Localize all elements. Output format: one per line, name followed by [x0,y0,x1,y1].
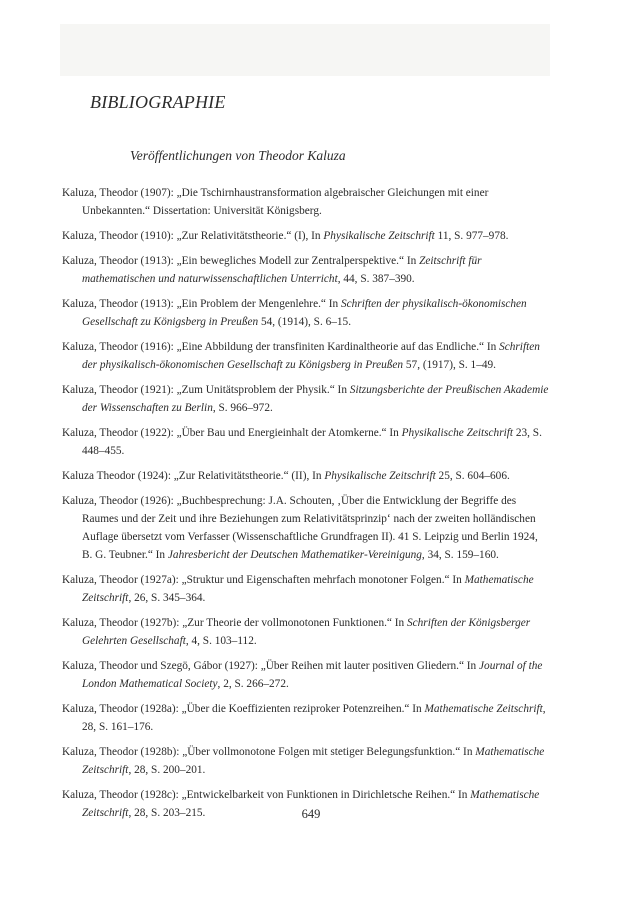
entry-details: 54, (1914), S. 6–15. [258,316,352,328]
entry-text: Kaluza, Theodor (1928b): „Über vollmonotone Folgen mit stetiger Belegungsfunktion.“ In [62,746,476,758]
entry-text: Kaluza, Theodor (1922): „Über Bau und Energieinhalt der Atomkerne.“ In [62,427,402,439]
bibliography-entry [62,614,550,650]
entry-details: , 28, S. 203–215. [128,807,206,819]
entry-source: Jahresbericht der Deutschen Mathematiker-Vereinigung [167,549,422,561]
entry-text: Kaluza, Theodor (1927a): „Struktur und Eigenschaften mehrfach monotoner Folgen.“ In [62,574,465,586]
entry-text: Kaluza, Theodor (1913): „Ein bewegliches Modell zur Zentralperspektive.“ In [62,255,420,267]
bibliography-entry [62,184,550,220]
page-number: 649 [301,807,321,821]
entry-source: Zeitschrift für mathematischen und naturwissenschaftlichen Unterricht [82,255,482,285]
section-subheading: Veröffentlichungen von Theodor Kaluza [130,148,346,163]
entry-details: , 34, S. 159–160. [421,549,499,561]
entry-details: 57, (1917), S. 1–49. [403,359,496,371]
entry-source: Sitzungsberichte der Preußischen Akademie der Wissenschaften zu Berlin [82,384,549,414]
entry-text: Kaluza, Theodor (1916): „Eine Abbildung der transfiniten Kardinaltheorie auf das Endliche.“ In [62,341,500,353]
entry-source: Journal of the London Mathematical Society [82,660,543,690]
entry-details: , S. 966–972. [212,402,273,414]
entry-text: Kaluza, Theodor (1928a): „Über die Koeffizienten reziproker Potenzreihen.“ In [62,703,425,715]
entry-source: Schriften der physikalisch-ökonomischen Gesellschaft zu Königsberg in Preußen [82,341,540,371]
bibliography-entry [62,743,550,779]
bibliography-entry [62,295,550,331]
entry-source: Mathematische Zeitschrift [82,746,545,776]
entry-text: Kaluza Theodor (1924): „Zur Relativitätstheorie.“ (II), In [62,470,325,482]
entry-text: Kaluza, Theodor (1910): „Zur Relativitätstheorie.“ (I), In [62,230,324,242]
entry-text: Kaluza, Theodor (1928c): „Entwickelbarkeit von Funktionen in Dirichletsche Reihen.“ In [62,789,471,801]
entry-details: 25, S. 604–606. [435,470,510,482]
bibliography-entry [62,657,550,693]
entry-source: Mathematische Zeitschrift [82,789,540,819]
bibliography-entry [62,424,550,460]
entry-details: , 2, S. 266–272. [217,678,289,690]
entry-source: Mathematische Zeitschrift [424,703,543,715]
bibliography-entry [62,227,550,245]
entry-details: 11, S. 977–978. [434,230,509,242]
entry-text: Kaluza, Theodor und Szegö, Gábor (1927): „Über Reihen mit lauter positiven Gliedern.“ In [62,660,480,672]
entry-text: Kaluza, Theodor (1926): „Buchbesprechung: J.A. Schouten, ‚Über die Entwicklung der Begriffe des Raumes und der Zeit und ihre Beziehungen zum Relativitätsprinzip‘ nach der zweiten holländischen Auflage übersetzt vom Verfasser (Wissenschaftliche Grundfragen II). 41 S. Leipzig und Berlin 1924, B. G. Teubner.“ In [62,495,538,561]
entry-details: , 26, S. 345–364. [128,592,206,604]
section-heading: BIBLIOGRAPHIE [90,92,226,112]
entry-source: Mathematische Zeitschrift [82,574,534,604]
bibliography-entry [62,571,550,607]
entry-details: , 28, S. 200–201. [128,764,206,776]
entry-details: , 44, S. 387–390. [337,273,415,285]
entry-text: Kaluza, Theodor (1913): „Ein Problem der Mengenlehre.“ In [62,298,341,310]
entry-source: Schriften der physikalisch-ökonomischen Gesellschaft zu Königsberg in Preußen [82,298,527,328]
entry-source: Physikalische Zeitschrift [401,427,514,439]
entry-source: Physikalische Zeitschrift [323,230,435,242]
entry-text: Kaluza, Theodor (1921): „Zum Unitätsproblem der Physik.“ In [62,384,350,396]
entry-details: , 4, S. 103–112. [185,635,257,647]
bibliography-entry [62,467,550,485]
bibliography-list [62,184,550,829]
entry-source: Physikalische Zeitschrift [324,470,436,482]
bibliography-entry [62,338,550,374]
entry-text: Kaluza, Theodor (1927b): „Zur Theorie der vollmonotonen Funktionen.“ In [62,617,407,629]
bibliography-entry [62,252,550,288]
bibliography-entry [62,492,550,564]
entry-text: Kaluza, Theodor (1907): „Die Tschirnhaustransformation algebraischer Gleichungen mit einer Unbekannten.“ Dissertation: Universität Königsberg. [62,187,489,217]
entry-details: , 28, S. 161–176. [82,703,546,733]
header-band [60,24,550,76]
entry-details: 23, S. 448–455. [82,427,542,457]
bibliography-entry [62,700,550,736]
bibliography-entry [62,381,550,417]
entry-source: Schriften der Königsberger Gelehrten Gesellschaft [82,617,531,647]
